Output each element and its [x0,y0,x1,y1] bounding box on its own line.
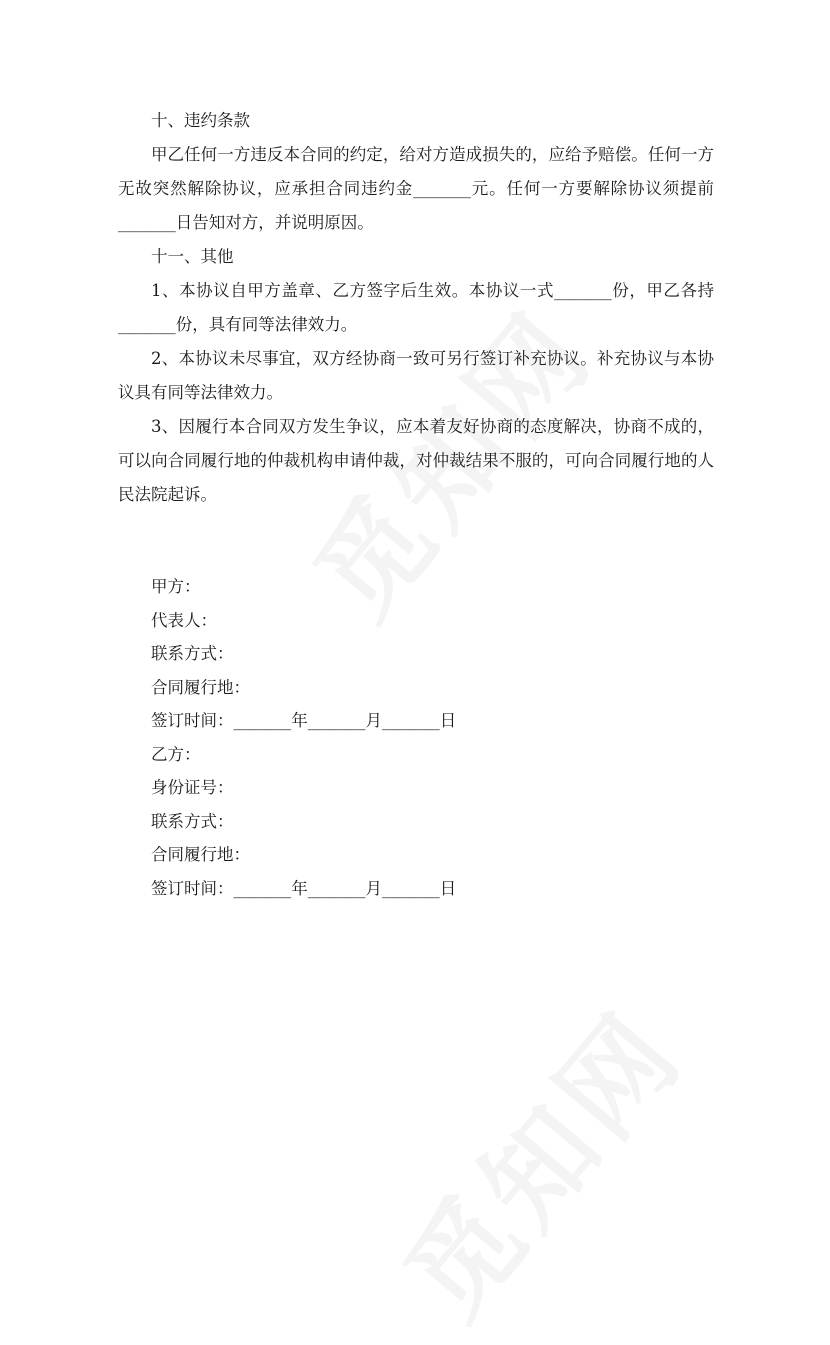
place-b-label: 合同履行地： [151,845,250,864]
date-a-label: 签订时间：_______年_______月_______日 [151,711,457,730]
breach-line-2: 无故突然解除协议，应承担合同违约金_______元。任何一方要解除协议须提前 [118,179,714,198]
clause-3 [118,410,714,512]
other-heading: 十一、其他 [151,247,234,266]
clause-1-line-1: 1、本协议自甲方盖章、乙方签字后生效。本协议一式_______份，甲乙各持 [151,281,714,300]
place-a-label: 合同履行地： [151,677,250,697]
party-a-label: 甲方： [151,577,201,596]
clause-2-line-1: 2、本协议未尽事宜，双方经协商一致可另行签订补充协议。补充协议与本协 [151,349,714,368]
watermark-bottom [363,973,712,1345]
contract-body [118,104,714,512]
clause-2-line-2: 议具有同等法律效力。 [118,383,283,402]
breach-paragraph [118,138,714,240]
breach-line-1: 甲乙任何一方违反本合同的约定，给对方造成损失的，应给予赔偿。任何一方 [151,145,714,164]
id-number-label: 身份证号： [151,778,234,797]
signature-block [151,570,456,905]
representative-label: 代表人： [151,610,217,630]
clause-3-line-1: 3、因履行本合同双方发生争议，应本着友好协商的态度解决，协商不成的， [151,417,714,436]
breach-line-3: _______日告知对方，并说明原因。 [118,213,374,232]
breach-heading: 十、违约条款 [151,111,250,130]
clause-3-line-3: 民法院起诉。 [118,485,217,504]
clause-1-line-2: _______份，具有同等法律效力。 [118,315,358,334]
clause-3-line-2: 可以向合同履行地的仲裁机构申请仲裁，对仲裁结果不服的，可向合同履行地的人 [118,451,714,470]
clause-2 [118,342,714,410]
date-b-label: 签订时间：_______年_______月_______日 [151,878,457,898]
party-b-label: 乙方： [151,744,201,764]
contact-a-label: 联系方式： [151,644,234,663]
clause-1 [118,274,714,342]
contact-b-label: 联系方式： [151,811,234,831]
